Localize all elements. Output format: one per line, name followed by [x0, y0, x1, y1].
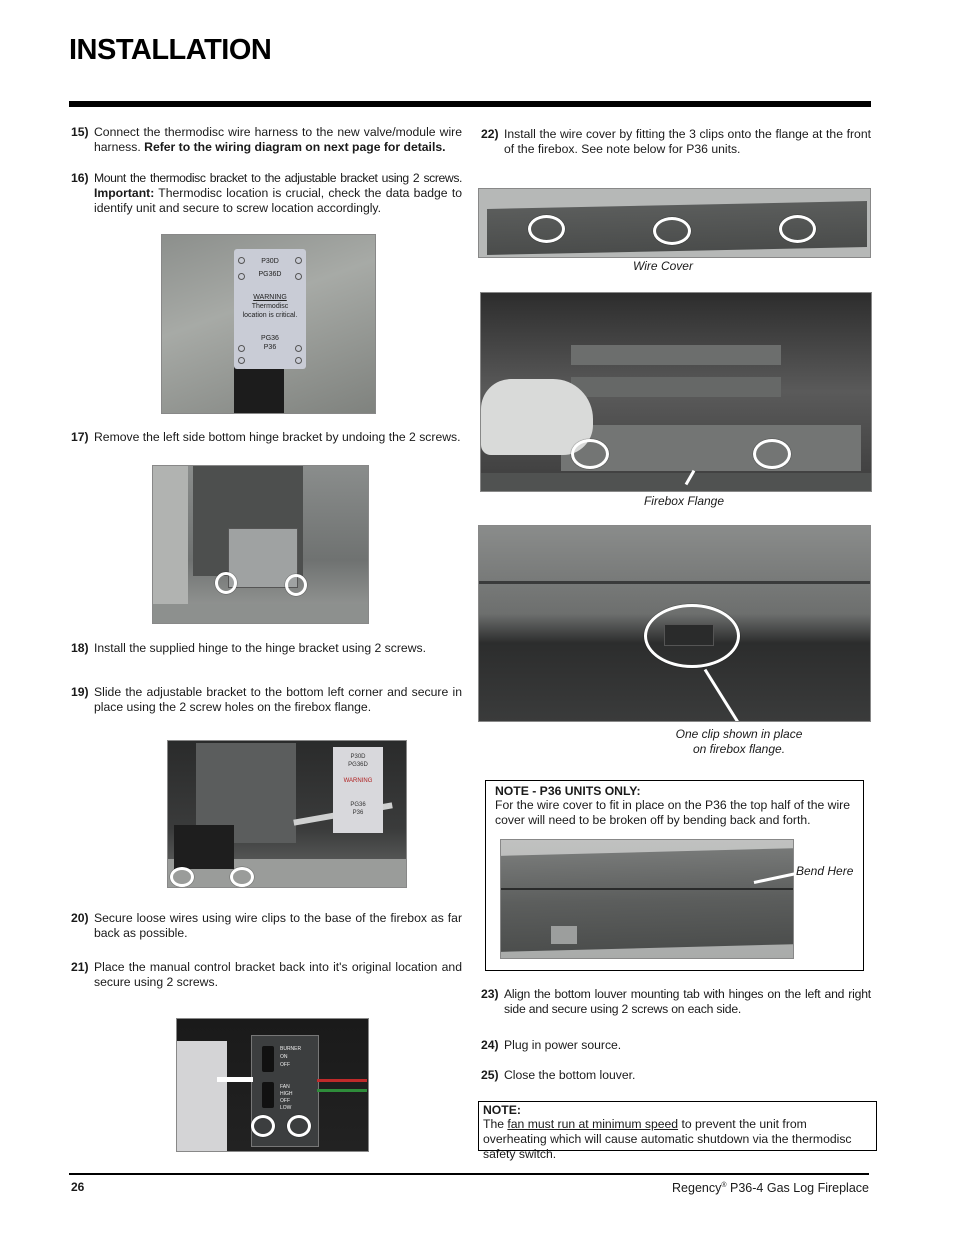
footer-product	[672, 1181, 869, 1195]
step-text: Secure loose wires using wire clips to the base of the firebox as far back as possible.	[94, 911, 462, 940]
hinge-bracket-photo	[152, 465, 369, 624]
bend-line	[501, 888, 794, 890]
note-fan-box	[478, 1101, 877, 1161]
clip-detail-photo	[478, 525, 871, 722]
screw-hole-icon	[238, 273, 245, 280]
switch-label: OFF	[280, 1062, 290, 1068]
badge-label: P36	[263, 344, 277, 351]
badge-label: PG36	[350, 802, 366, 808]
step-number: 19)	[71, 685, 89, 699]
step-text: Align the bottom louver mounting tab with hinges on the left and right side and secure using 2 screws on each side.	[504, 987, 871, 1016]
caption-pointer-line	[704, 669, 740, 722]
step-16	[71, 171, 462, 216]
switch-label: LOW	[280, 1105, 292, 1111]
tab	[551, 926, 577, 944]
badge-label: P30D	[350, 754, 366, 760]
thermodisc-bracket-photo	[161, 234, 376, 414]
badge-label: P36	[352, 810, 364, 816]
clip-highlight-circle	[653, 217, 691, 245]
data-badge	[234, 249, 306, 369]
wire-cover-part	[501, 848, 794, 952]
header-rule	[69, 101, 871, 107]
clip-caption	[639, 727, 839, 757]
wiring-area	[177, 1041, 227, 1152]
screw-highlight-circle	[251, 1115, 275, 1137]
switch-icon	[262, 1082, 274, 1108]
step-20	[71, 911, 462, 941]
clip-highlight-circle	[571, 439, 609, 469]
step-22	[481, 127, 871, 157]
footer-brand: Regency	[672, 1181, 722, 1195]
clip-highlight-circle	[753, 439, 791, 469]
switch-label: BURNER	[280, 1046, 302, 1052]
bend-wire-cover-photo	[500, 839, 794, 959]
step-emphasis: Refer to the wiring diagram on next page for details.	[144, 140, 446, 154]
screw-hole-icon	[295, 357, 302, 364]
step-text: Install the supplied hinge to the hinge bracket using 2 screws.	[94, 641, 426, 655]
switch-icon	[262, 1046, 274, 1072]
data-badge	[333, 747, 383, 833]
clip-caption-line: on firebox flange.	[692, 742, 786, 756]
note-body	[483, 1117, 872, 1162]
step-number: 21)	[71, 960, 89, 974]
step-21	[71, 960, 462, 990]
step-15	[71, 125, 462, 155]
step-emphasis: Important:	[94, 186, 155, 200]
control-bracket-photo	[176, 1018, 369, 1152]
page-title: INSTALLATION	[69, 34, 272, 66]
switch-label: ON	[280, 1054, 288, 1060]
badge-label: PG36	[261, 335, 279, 342]
step-number: 18)	[71, 641, 89, 655]
step-number: 24)	[481, 1038, 499, 1052]
badge-label: PG36D	[258, 271, 282, 278]
switch-label: OFF	[280, 1098, 290, 1104]
note-underlined-text: fan must run at minimum speed	[507, 1117, 679, 1131]
switch-label: FAN	[280, 1084, 290, 1090]
switch-label: HIGH	[280, 1091, 293, 1097]
wire-cover-caption: Wire Cover	[633, 259, 693, 273]
log-grate	[571, 377, 781, 397]
screw-hole-icon	[295, 345, 302, 352]
firebox-flange-photo	[480, 292, 872, 492]
clip-highlight-circle	[644, 604, 740, 668]
note-heading: NOTE:	[483, 1103, 521, 1117]
firebox-flange-caption: Firebox Flange	[643, 494, 725, 508]
badge-warning-text: Thermodisc location is critical.	[242, 303, 298, 319]
step-text: Install the wire cover by fitting the 3 clips onto the flange at the front of the firebox. See note below for P36 units.	[504, 127, 871, 156]
hinge	[174, 825, 234, 869]
note-text: The	[483, 1117, 508, 1131]
badge-warning: WARNING	[343, 778, 373, 784]
screw-highlight-circle	[285, 574, 307, 596]
bracket-post	[234, 365, 284, 414]
step-number: 23)	[481, 987, 499, 1001]
clip-highlight-circle	[528, 215, 565, 243]
step-text: Slide the adjustable bracket to the bottom left corner and secure in place using the 2 screw holes on the firebox flange.	[94, 685, 462, 714]
badge-label: PG36D	[348, 762, 368, 768]
wire-bundle	[317, 1079, 367, 1082]
footer-rule	[69, 1173, 869, 1175]
screw-highlight-circle	[215, 572, 237, 594]
wire-bundle	[317, 1089, 367, 1092]
step-number: 20)	[71, 911, 89, 925]
badge-label: P30D	[261, 258, 279, 265]
note-body: For the wire cover to fit in place on the P36 the top half of the wire cover will need to be broken off by bending back and forth.	[495, 798, 850, 827]
clip-highlight-circle	[779, 215, 816, 243]
note-text: to prevent the unit from overheating which will cause automatic shutdown via the thermodisc safety switch.	[483, 1117, 852, 1161]
step-17	[71, 430, 462, 445]
screw-hole-icon	[238, 357, 245, 364]
step-25	[481, 1068, 871, 1083]
step-text: Connect the thermodisc wire harness to the new valve/module wire harness.	[94, 125, 462, 154]
clip-caption-line: One clip shown in place	[675, 727, 803, 741]
screw-highlight-circle	[230, 867, 254, 887]
step-text: Mount the thermodisc bracket to the adjustable bracket using 2 screws.	[94, 171, 462, 185]
bend-here-caption: Bend Here	[796, 864, 854, 878]
step-19	[71, 685, 462, 715]
log-grate	[571, 345, 781, 365]
wire-bundle	[217, 1077, 253, 1082]
screw-hole-icon	[238, 257, 245, 264]
step-text: Plug in power source.	[504, 1038, 622, 1052]
step-number: 16)	[71, 171, 89, 185]
step-text: Place the manual control bracket back into it's original location and secure using 2 screws.	[94, 960, 462, 989]
screw-hole-icon	[238, 345, 245, 352]
flange-floor	[481, 473, 872, 492]
slot-line	[479, 581, 871, 584]
wire-cover-photo	[478, 188, 871, 258]
step-number: 17)	[71, 430, 89, 444]
note-heading: NOTE - P36 UNITS ONLY:	[495, 784, 641, 798]
screw-hole-icon	[295, 273, 302, 280]
step-24	[481, 1038, 871, 1053]
floor-plate	[153, 604, 369, 624]
step-number: 25)	[481, 1068, 499, 1082]
adjustable-bracket-photo	[167, 740, 407, 888]
note-p36-box	[485, 780, 864, 971]
step-text: Close the bottom louver.	[504, 1068, 636, 1082]
firebox-wall	[153, 466, 188, 624]
step-number: 15)	[71, 125, 89, 139]
screw-highlight-circle	[170, 867, 194, 887]
step-number: 22)	[481, 127, 499, 141]
step-text-tail: Thermodisc location is crucial, check the data badge to identify unit and secure to screw location accordingly.	[94, 186, 462, 215]
screw-hole-icon	[295, 257, 302, 264]
step-text: Remove the left side bottom hinge bracket by undoing the 2 screws.	[94, 430, 461, 444]
footer-product-name: P36-4 Gas Log Fireplace	[726, 1181, 869, 1195]
step-23	[481, 987, 871, 1017]
registered-mark: ®	[721, 1181, 727, 1189]
page-number: 26	[71, 1180, 85, 1194]
badge-warning: WARNING	[253, 294, 287, 301]
screw-highlight-circle	[287, 1115, 311, 1137]
step-18	[71, 641, 462, 656]
